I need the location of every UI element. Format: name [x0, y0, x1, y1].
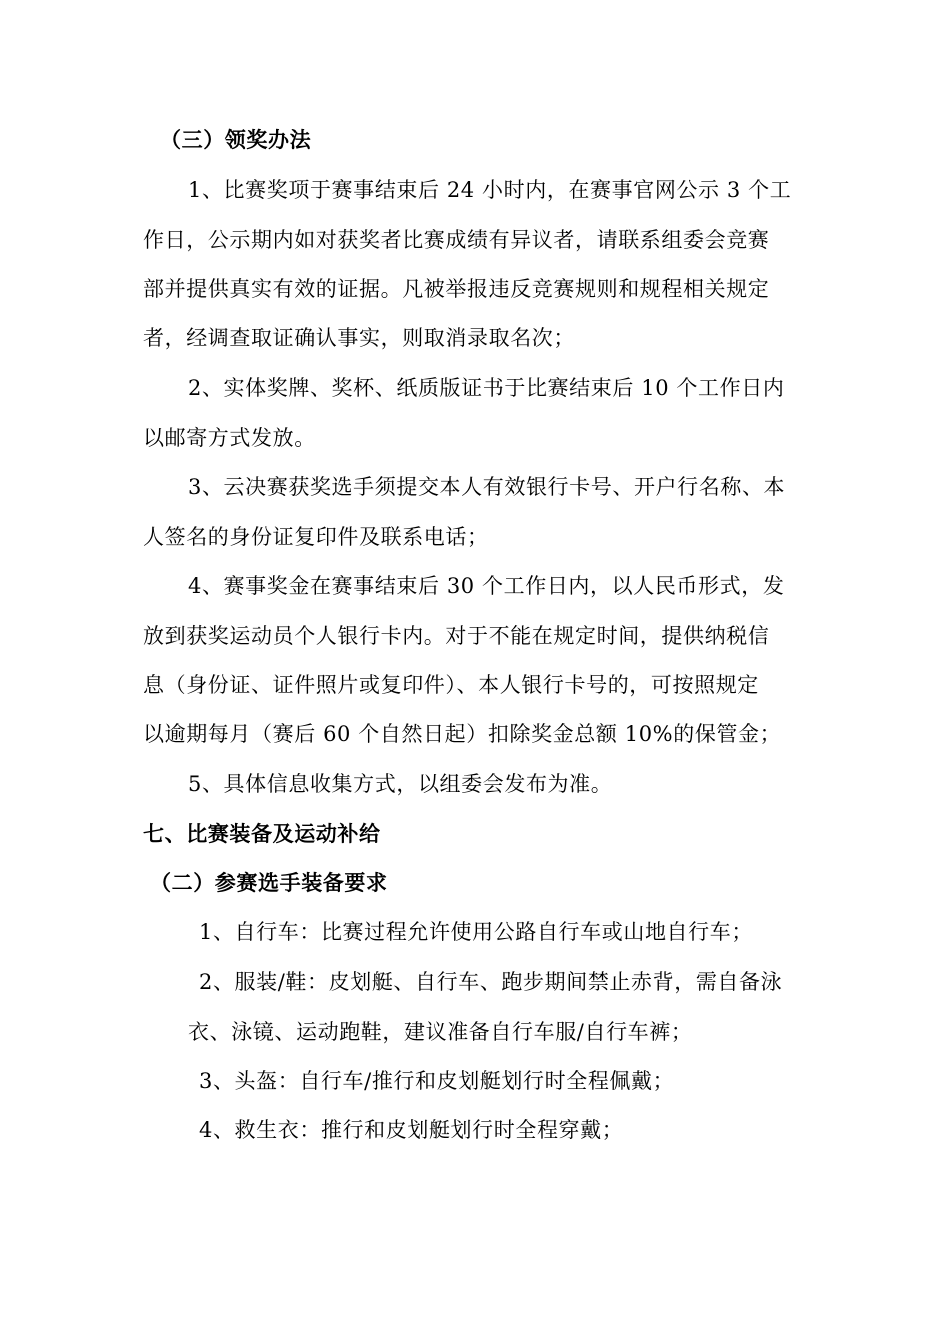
award-item-2-line-2: 以邮寄方式发放。 — [143, 426, 316, 450]
award-item-2-line-1: 2、实体奖牌、奖杯、纸质版证书于比赛结束后 10 个工作日内 — [188, 376, 785, 400]
heading-equipment-requirements: （二）参赛选手装备要求 — [150, 870, 388, 895]
equipment-item-3-line-1: 3、头盔：自行车/推行和皮划艇划行时全程佩戴； — [199, 1069, 675, 1093]
award-item-4-line-1: 4、赛事奖金在赛事结束后 30 个工作日内，以人民币形式，发 — [188, 574, 785, 598]
award-item-1-line-1: 1、比赛奖项于赛事结束后 24 小时内，在赛事官网公示 3 个工 — [188, 178, 792, 202]
equipment-item-1-line-1: 1、自行车：比赛过程允许使用公路自行车或山地自行车； — [199, 920, 753, 944]
award-item-4-line-4: 以逾期每月（赛后 60 个自然日起）扣除奖金总额 10%的保管金； — [143, 722, 782, 746]
award-item-3-line-1: 3、云决赛获奖选手须提交本人有效银行卡号、开户行名称、本 — [188, 475, 786, 499]
award-item-5-line-1: 5、具体信息收集方式，以组委会发布为准。 — [188, 772, 613, 796]
equipment-item-4-line-1: 4、救生衣：推行和皮划艇划行时全程穿戴； — [199, 1118, 624, 1142]
award-item-1-line-4: 者，经调查取证确认事实，则取消录取名次； — [143, 326, 575, 350]
award-item-1-line-3: 部并提供真实有效的证据。凡被举报违反竞赛规则和规程相关规定 — [143, 277, 770, 301]
heading-award-method: （三）领奖办法 — [160, 127, 312, 152]
heading-equipment-and-supply: 七、比赛装备及运动补给 — [143, 821, 381, 846]
award-item-4-line-3: 息（身份证、证件照片或复印件）、本人银行卡号的，可按照规定 — [143, 673, 759, 697]
award-item-4-line-2: 放到获奖运动员个人银行卡内。对于不能在规定时间，提供纳税信 — [143, 624, 770, 648]
award-item-1-line-2: 作日，公示期内如对获奖者比赛成绩有异议者，请联系组委会竞赛 — [143, 228, 770, 252]
equipment-item-2-line-1: 2、服装/鞋：皮划艇、自行车、跑步期间禁止赤背，需自备泳 — [199, 970, 783, 994]
equipment-item-2-line-2: 衣、泳镜、运动跑鞋，建议准备自行车服/自行车裤； — [188, 1020, 693, 1044]
award-item-3-line-2: 人签名的身份证复印件及联系电话； — [143, 525, 489, 549]
